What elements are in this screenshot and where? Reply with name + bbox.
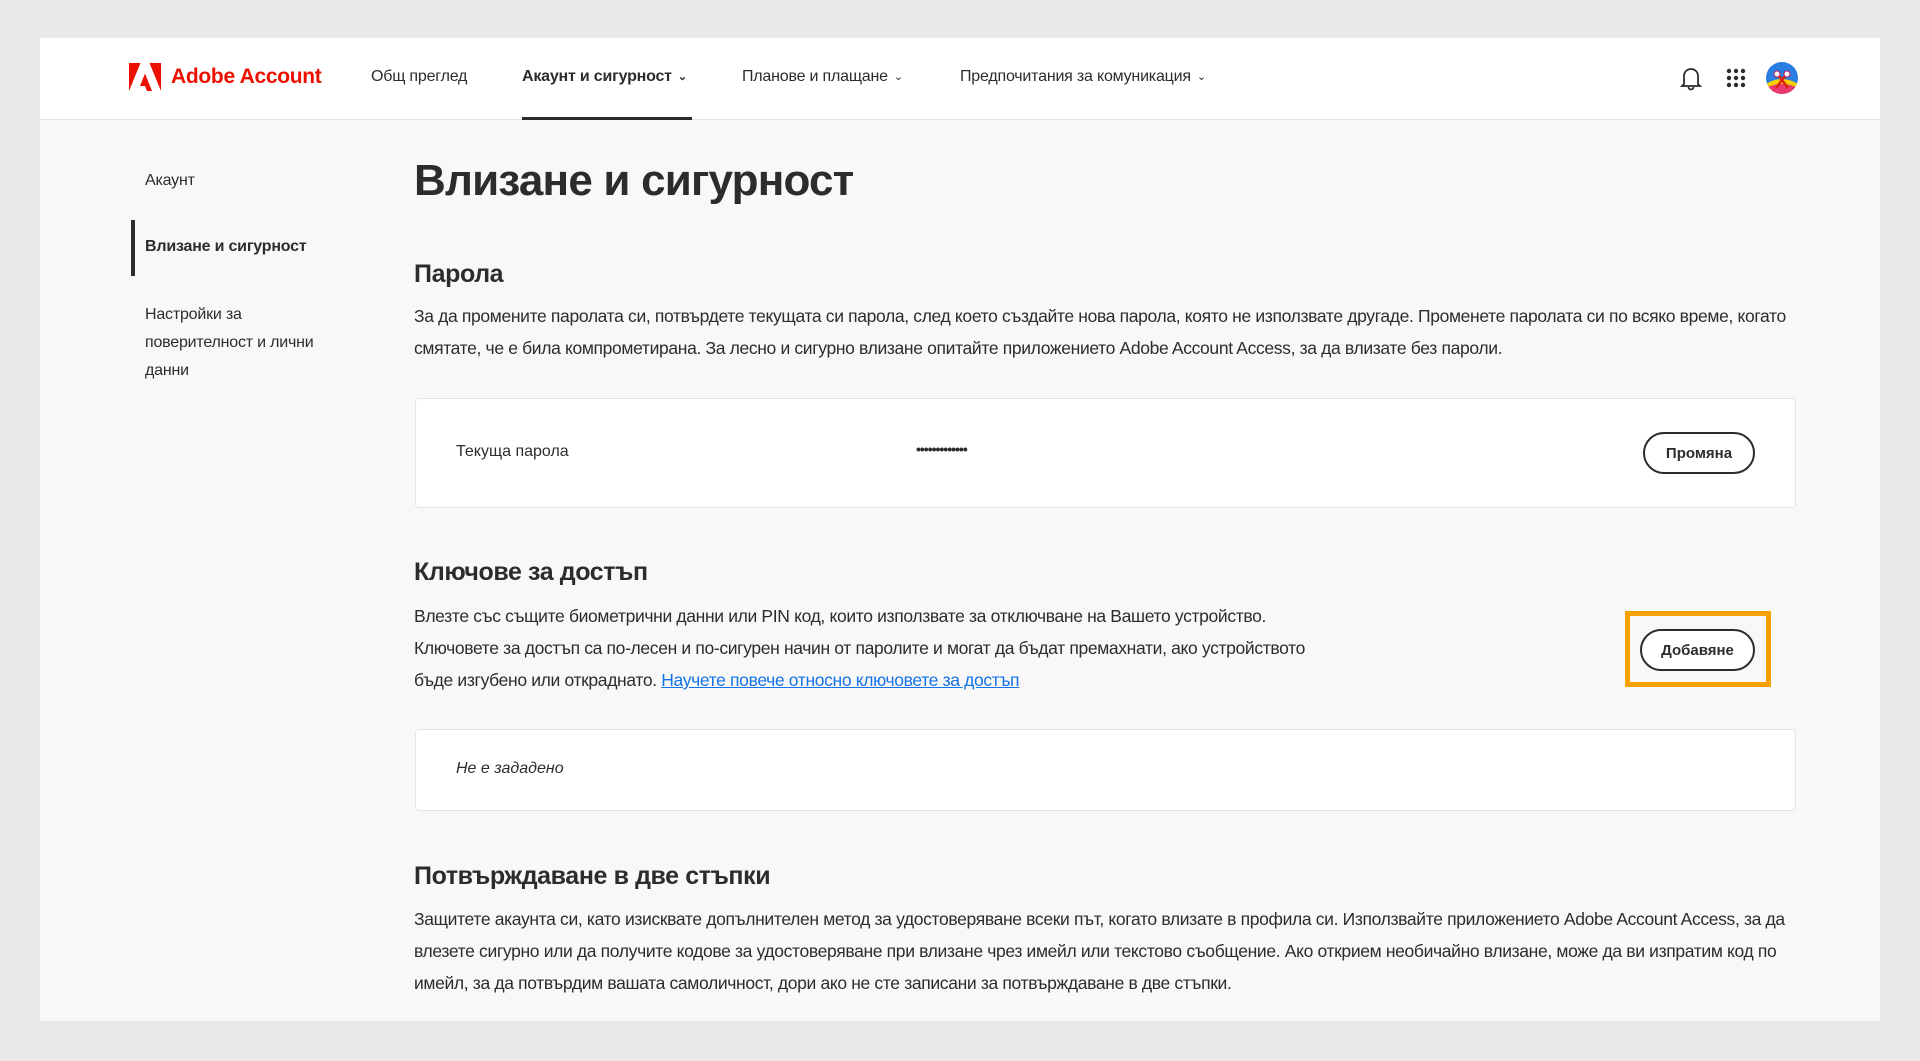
password-card: [415, 398, 1796, 508]
chevron-down-icon: ⌄: [893, 71, 903, 83]
page-frame: [40, 38, 1880, 1021]
nav-plans-billing[interactable]: [742, 68, 903, 86]
password-description: За да промените паролата си, потвърдете текущата си парола, след което създайте нова парола, която не използвате другаде. Променете паролата си по всяко време, когато смятате, че е била компрометирана. За лесно и сигурно влизане опитайте приложението Adobe Account Access, за да влизате без пароли.: [414, 306, 1786, 358]
nav-label: Планове и плащане: [742, 68, 888, 85]
two-step-heading: Потвърждаване в две стъпки: [414, 862, 771, 890]
chevron-down-icon: ⌄: [1196, 71, 1206, 83]
adobe-logo[interactable]: [129, 63, 321, 91]
add-passkey-button[interactable]: Добавяне: [1640, 629, 1755, 671]
nav-communication-prefs[interactable]: [960, 68, 1206, 86]
nav-label: Общ преглед: [371, 68, 468, 85]
passkeys-line: Ключовете за достъп са по-лесен и по-сигурен начин от паролите и могат да бъдат премахнати, ако устройството: [414, 638, 1306, 658]
current-password-value: •••••••••••••: [916, 441, 967, 457]
passkeys-line: бъде изгубено или откраднато.: [414, 670, 657, 690]
chevron-down-icon: ⌄: [677, 71, 687, 83]
passkeys-status: Не е зададено: [456, 760, 564, 777]
passkeys-description: [414, 600, 1474, 696]
brand-name: Adobe Account: [171, 65, 322, 88]
sidebar-active-indicator: [131, 220, 135, 276]
two-step-description: Защитете акаунта си, като изисквате допълнителен метод за удостоверяване всеки път, когато влизате в профила си. Използвайте приложението Adobe Account Access, за да влезете сигурно или да получите кодове за удостоверяване при влизане чрез имейл или текстово съобщение. Ако открием необичайно влизане, може да ви изпратим код по имейл, за да потвърдим вашата самоличност, дори ако не сте записани за потвърждаване в две стъпки.: [414, 909, 1785, 993]
page-title: Влизане и сигурност: [414, 156, 854, 205]
nav-label: Акаунт и сигурност: [522, 68, 672, 85]
passkeys-card: [415, 729, 1796, 811]
learn-more-passkeys-link[interactable]: Научете повече относно ключовете за достъп: [661, 670, 1020, 690]
avatar[interactable]: [1766, 62, 1798, 94]
change-password-button[interactable]: Промяна: [1643, 432, 1755, 474]
apps-grid-icon[interactable]: [1726, 68, 1746, 88]
nav-label: Предпочитания за комуникация: [960, 68, 1191, 85]
current-password-label: Текуща парола: [456, 443, 569, 460]
password-heading: Парола: [414, 260, 504, 288]
adobe-logo-icon: [129, 63, 161, 91]
active-tab-indicator: [522, 117, 692, 120]
top-header: [40, 38, 1880, 120]
nav-account-security[interactable]: [522, 68, 687, 86]
sidebar-item-account[interactable]: Акаунт: [145, 172, 195, 189]
passkeys-line: Влезте със същите биометрични данни или PIN код, които използвате за отключване на Вашето устройство.: [414, 606, 1267, 626]
passkeys-heading: Ключове за достъп: [414, 558, 648, 586]
bell-icon[interactable]: [1680, 65, 1702, 91]
sidebar-item-signin-security[interactable]: Влизане и сигурност: [145, 238, 307, 255]
nav-overview[interactable]: [371, 68, 467, 86]
sidebar-item-privacy[interactable]: Настройки за поверителност и лични данни: [145, 306, 314, 379]
